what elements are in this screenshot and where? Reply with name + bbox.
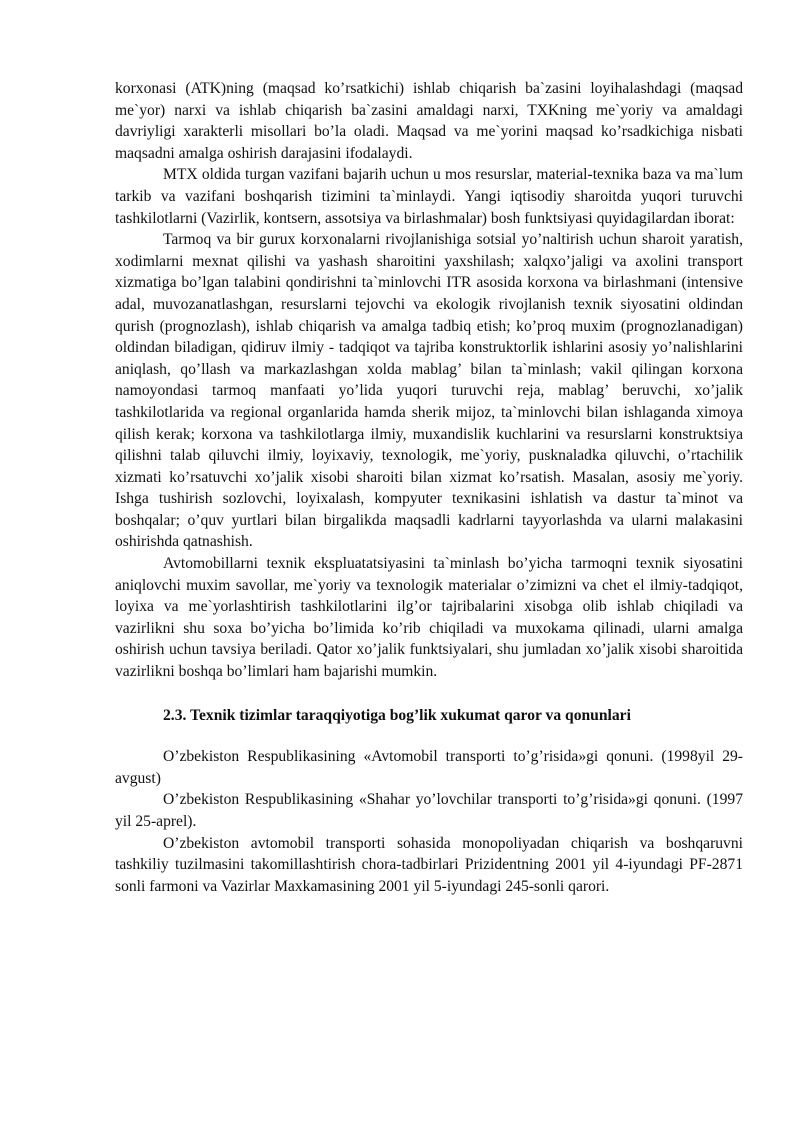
paragraph-technical-exploitation: Avtomobillarni texnik ekspluatatsiyasini ta`minlash bo’yicha tarmoqni texnik siyosatini aniqlovchi muxim savollar, me`yoriy va texnologik materialar o’zimizni va chet el ilmiy-tadqiqot, loyixa va me`yorlashtirish tashkilotlarini ilg’or tajribalarini xisobga olib ishlab chiqiladi va vazirlikni shu soxa bo’yicha bo’limida ko’rib chiqiladi va muxokama qilinadi, ularni amalga oshirish uchun tavsiya beriladi. Qator xo’jalik funktsiyalari, shu jumladan xo’jalik xisobi sharoitida vazirlikni boshqa bo’limlari ham bajarishi mumkin.: [115, 555, 743, 681]
section-heading: 2.3. Texnik tizimlar taraqqiyotiga bog’lik xukumat qaror va qonunlari: [163, 706, 631, 724]
law-item: O’zbekiston Respublikasining «Shahar yo’lovchilar transporti to’g’risida»gi qonuni. (1997 yil 25-aprel).: [115, 791, 743, 830]
paragraph-functions: Tarmoq va bir gurux korxonalarni rivojlanishiga sotsial yo’naltirish uchun sharoit yaratish, xodimlarni mexnat qilishi va yashash sharoitini yaxshilash; xalqxo’jaligi va axolini transport xizmatiga bo’lgan talabini qondirishni ta`minlovchi ITR asosida korxona va birlashmani (intensive adal, muvozanatlashgan, resurslarni tejovchi va ekologik rivojlanish texnik siyosatini oldindan qurish (prognozlash), ishlab chiqarish va amalga tadbiq etish; ko’proq muxim (prognozlanadigan) oldindan biladigan, qidiruv ilmiy - tadqiqot va tajriba konstruktorlik ishlarini asosiy yo’nalishlarini aniqlash, qo’llash va markazlashgan xolda mablag’ bilan ta`minlash; vakil qilingan korxona namoyondasi tarmoq manfaati yo’lida yuqori turuvchi reja, mablag’ beruvchi, xo’jalik tashkilotlarida va regional organlarida hamda sherik mijoz, ta`minlovchi bilan ishlaganda ximoya qilish kerak; korxona va tashkilotlarga ilmiy, muxandislik kuchlarini va resurslarni konstruktsiya qilishni talab qiluvchi ilmiy, loyixaviy, texnologik, me`yoriy, pusknaladka qiluvchi, o’rtachilik xizmati ko’rsatuvchi xo’jalik xisobi sharoiti bilan xizmat ko’rsatish. Masalan, asosiy me`yoriy. Ishga tushirish sozlovchi, loyixalash, kompyuter texnikasini ishlatish va dastur ta`minot va boshqalar; o’quv yurtlari bilan birgalikda maqsadli kadrlarni tayyorlashda va ularni malakasini oshirishda qatnashish.: [115, 231, 743, 551]
law-item: O’zbekiston Respublikasining «Avtomobil transporti to’g’risida»gi qonuni. (1998yil 29-avgust): [115, 748, 743, 787]
document-body: [115, 78, 743, 897]
paragraph-mtx-tasks: MTX oldida turgan vazifani bajarih uchun u mos resurslar, material-texnika baza va ma`lum tarkib va vazifani boshqarish tizimini ta`minlaydi. Yangi iqtisodiy sharoitda yuqori turuvchi tashkilotlarni (Vazirlik, kontsern, assotsiya va birlashmalar) bosh funktsiyasi quyidagilardan iborat:: [115, 166, 743, 227]
paragraph-continuation: korxonasi (ATK)ning (maqsad ko’rsatkichi) ishlab chiqarish ba`zasini loyihalashdagi (maqsad me`yor) narxi va ishlab chiqarish ba`zasini amaldagi narxi, TXKning me`yoriy va amaldagi davriyligi xarakterli misollari bo’la oladi. Maqsad va me`yorini maqsad ko’rsadkichiga nisbati maqsadni amalga oshirish darajasini ifodalaydi.: [115, 80, 743, 162]
law-item: O’zbekiston avtomobil transporti sohasida monopoliyadan chiqarish va boshqaruvni tashkiliy tuzilmasini takomillashtirish chora-tadbirlari Prizidentning 2001 yil 4-iyundagi PF-2871 sonli farmoni va Vazirlar Maxkamasining 2001 yil 5-iyundagi 245-sonli qarori.: [115, 834, 743, 895]
